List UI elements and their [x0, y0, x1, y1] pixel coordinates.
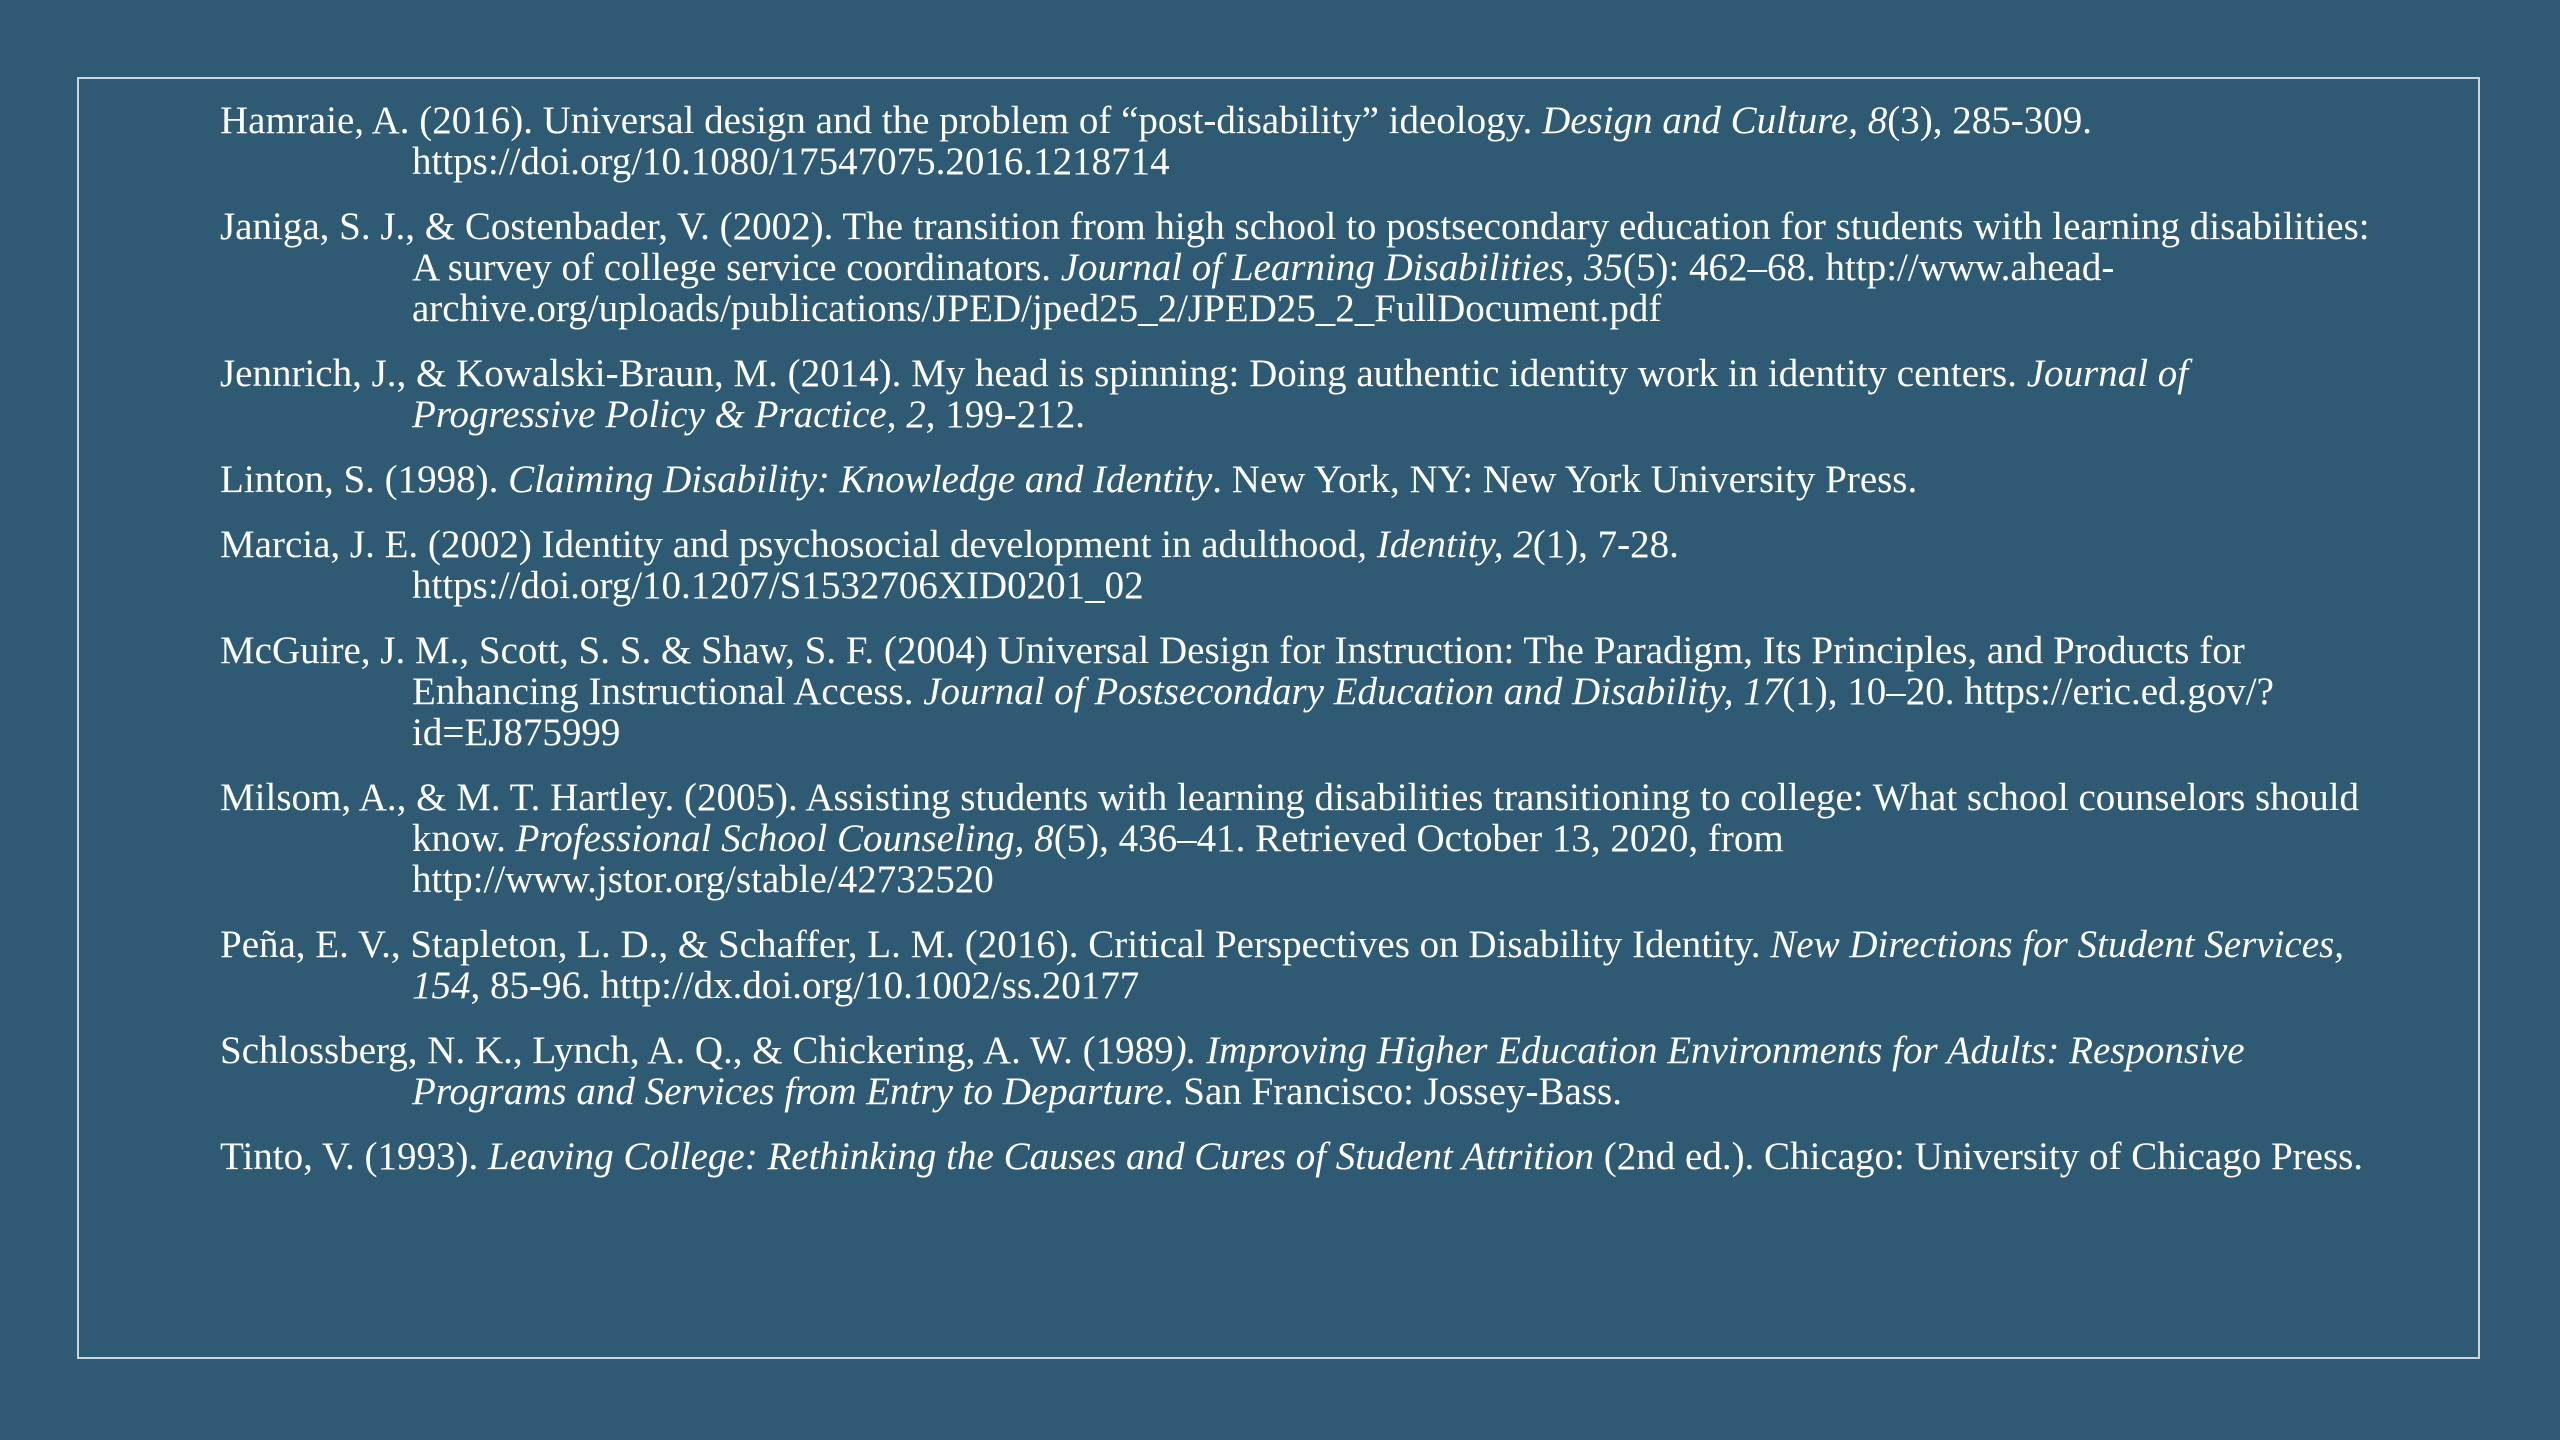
- reference-text: Milsom, A., & M. T. Hartley. (2005). Assisting students with learning disabilities transitioning to college: What school counselors should know.: [220, 776, 2360, 860]
- reference-entry: [220, 1030, 2370, 1112]
- reference-italic-text: Journal of Learning Disabilities, 35: [1060, 246, 1623, 289]
- reference-list: [220, 100, 2370, 1201]
- reference-text: (5), 436–41. Retrieved October 13, 2020, from http://www.jstor.org/stable/42732520: [412, 817, 1784, 901]
- reference-italic-text: ). Improving Higher Education Environments for Adults: Responsive Programs and Services from Entry to Departure: [412, 1029, 2245, 1113]
- reference-entry: [220, 459, 2370, 500]
- reference-italic-text: Design and Culture, 8: [1542, 99, 1888, 142]
- reference-text: . New York, NY: New York University Press.: [1212, 458, 1918, 501]
- reference-text: McGuire, J. M., Scott, S. S. & Shaw, S. F. (2004) Universal Design for Instruction: The Paradigm, Its Principles, and Products for Enhancing Instructional Access.: [220, 629, 2245, 713]
- reference-entry: [220, 1136, 2370, 1177]
- reference-entry: [220, 100, 2370, 182]
- reference-entry: [220, 206, 2370, 329]
- reference-entry: [220, 353, 2370, 435]
- reference-text: (1), 10–20. https://eric.ed.gov/?id=EJ875999: [412, 670, 2274, 754]
- reference-text: Tinto, V. (1993).: [220, 1135, 489, 1178]
- reference-italic-text: Leaving College: Rethinking the Causes and Cures of Student Attrition: [488, 1135, 1595, 1178]
- reference-text: . San Francisco: Jossey-Bass.: [1163, 1070, 1622, 1113]
- reference-text: Marcia, J. E. (2002) Identity and psychosocial development in adulthood: [220, 523, 1358, 566]
- reference-text: Peña, E. V., Stapleton, L. D., & Schaffer, L. M. (2016). Critical Perspectives on Disability Identity.: [220, 923, 1771, 966]
- reference-text: (5): 462–68. http://www.ahead-archive.org/uploads/publications/JPED/jped25_2/JPED25_2_FullDocument.pdf: [412, 246, 2115, 330]
- reference-italic-text: New Directions for Student Services, 154: [412, 923, 2344, 1007]
- reference-italic-text: Claiming Disability: Knowledge and Identity: [508, 458, 1213, 501]
- reference-text: 199-212.: [935, 393, 1085, 436]
- reference-text: (2nd ed.). Chicago: University of Chicago Press.: [1594, 1135, 2364, 1178]
- reference-italic-text: Journal of Postsecondary Education and Disability, 17: [923, 670, 1783, 713]
- reference-text: , 85-96. http://dx.doi.org/10.1002/ss.20177: [470, 964, 1140, 1007]
- reference-entry: [220, 777, 2370, 900]
- reference-italic-text: , Identity, 2: [1357, 523, 1533, 566]
- reference-text: Janiga, S. J., & Costenbader, V. (2002). The transition from high school to postsecondary education for students with learning disabilities: A survey of college service coordinators.: [220, 205, 2370, 289]
- reference-entry: [220, 630, 2370, 753]
- reference-text: Linton, S. (1998).: [220, 458, 509, 501]
- reference-text: Schlossberg, N. K., Lynch, A. Q., & Chickering, A. W. (1989: [220, 1029, 1174, 1072]
- reference-text: (3), 285-309. https://doi.org/10.1080/17547075.2016.1218714: [412, 99, 2093, 183]
- reference-entry: [220, 524, 2370, 606]
- reference-text: Jennrich, J., & Kowalski-Braun, M. (2014). My head is spinning: Doing authentic identity work in identity centers.: [220, 352, 2027, 395]
- reference-text: (1), 7-28. https://doi.org/10.1207/S1532706XID0201_02: [412, 523, 1679, 607]
- reference-text: Hamraie, A. (2016). Universal design and the problem of “post-disability” ideology.: [220, 99, 1543, 142]
- reference-entry: [220, 924, 2370, 1006]
- reference-italic-text: Journal of Progressive Policy & Practice, 2,: [412, 352, 2189, 436]
- reference-italic-text: Professional School Counseling, 8: [515, 817, 1054, 860]
